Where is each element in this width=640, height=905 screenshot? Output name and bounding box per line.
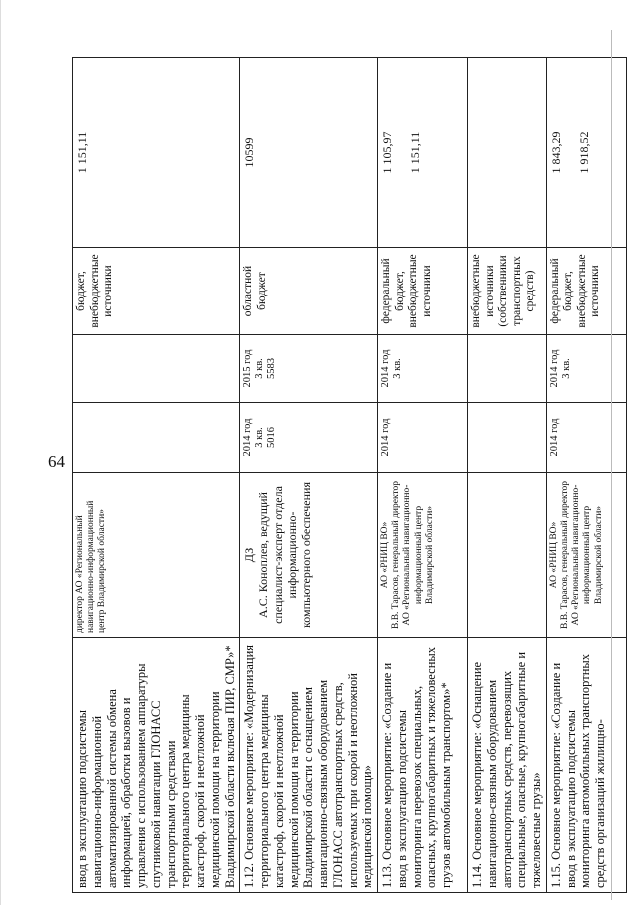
- executor-cell: [468, 473, 547, 638]
- start-cell: [240, 403, 378, 473]
- executor-text: ДЗ А.С. Коноплев, ведущий специалист-эксперт отдела информационно-компьютерного обеспечения: [242, 482, 313, 628]
- measures-table: [72, 57, 627, 893]
- source-cell: федеральный бюджет, внебюджетные источники: [546, 248, 626, 335]
- end-cell: [73, 335, 240, 403]
- executor-text: АО «РНИЦ ВО» В.В. Тарасов, генеральный директор АО «Региональный навигационно-информационный центр Владимирской области»: [380, 481, 435, 629]
- amount-cell: 10599: [240, 58, 378, 248]
- start-cell: [468, 403, 547, 473]
- end-text: 2015 год 3 кв. 5583: [242, 349, 278, 388]
- measure-name-cell: 1.13. Основное мероприятие: «Создание и ввод в эксплуатацию подсистемы мониторинга перевозок специальных, опасных, крупногабаритных и тяжеловесных грузов автомобильным транспортом»*: [378, 638, 468, 893]
- end-text: 2014 год 3 кв.: [548, 349, 572, 388]
- start-cell: 2014 год: [378, 403, 468, 473]
- amount-cell: 1 151,11: [73, 58, 240, 248]
- amount-text: 1 843,29 1 918,52: [548, 131, 592, 174]
- executor-cell: [378, 473, 468, 638]
- start-text: 2014 год 3 кв. 5016: [242, 418, 278, 457]
- source-cell: внебюджетные источники (собственники транспортных средств): [468, 248, 547, 335]
- amount-text: 1 105,97 1 151,11: [380, 131, 423, 174]
- end-cell: [240, 335, 378, 403]
- scan-edge: [0, 0, 1, 905]
- executor-cell: [546, 473, 626, 638]
- amount-cell: [378, 58, 468, 248]
- table-row: [546, 58, 626, 893]
- measure-name-cell: 1.15. Основное мероприятие: «Создание и ввод в эксплуатацию подсистемы мониторинга автомобильных транспортных средств организаций жилищно-: [546, 638, 626, 893]
- table-row: [468, 58, 547, 893]
- source-cell: бюджет, внебюджетные источники: [73, 248, 240, 335]
- executor-text: АО «РНИЦ ВО» В.В. Тарасов, генеральный директор АО «Региональный навигационно-информационный центр Владимирской области»: [548, 481, 604, 629]
- table-row: [73, 58, 240, 893]
- amount-cell: [546, 58, 626, 248]
- start-cell: 2014 год: [546, 403, 626, 473]
- end-text: 2014 год 3 кв.: [380, 349, 404, 388]
- scan-shadow-line: [611, 30, 612, 900]
- start-cell: [73, 403, 240, 473]
- measure-name-cell: 1.14. Основное мероприятие: «Оснащение навигационно-связным оборудованием автотранспортных средств, перевозящих специальные, опасные, крупногабаритные и тяжеловесные грузы»: [468, 638, 547, 893]
- executor-cell: [240, 473, 378, 638]
- end-cell: [468, 335, 547, 403]
- measure-name-cell: ввод в эксплуатацию подсистемы навигационно-информационной автоматизированной системы обмена информацией, обработки вызовов и управления с использованием аппаратуры спутниковой навигации ГЛОНАСС транспортными средствами территориального центра медицины катастроф, скорой и неотложной медицинской помощи на территории Владимирской области включая ПИР, СМР»*: [73, 638, 240, 893]
- measure-name-cell: 1.12. Основное мероприятие: «Модернизация территориального центра медицины катастроф, скорой и неотложной медицинской помощи на территории Владимирской области с оснащением навигационно-связным оборудованием ГЛОНАСС автотранспортных средств, используемых при скорой и неотложной медицинской помощи»: [240, 638, 378, 893]
- table-row: [240, 58, 378, 893]
- source-cell: областной бюджет: [240, 248, 378, 335]
- rotated-table-wrapper: [72, 58, 607, 893]
- table-row: [378, 58, 468, 893]
- end-cell: [378, 335, 468, 403]
- source-cell: федеральный бюджет, внебюджетные источники: [378, 248, 468, 335]
- amount-cell: [468, 58, 547, 248]
- end-cell: [546, 335, 626, 403]
- executor-cell: директор АО «Региональный навигационно-информационный центр Владимирской области»: [73, 473, 240, 638]
- page-number: 64: [48, 452, 65, 471]
